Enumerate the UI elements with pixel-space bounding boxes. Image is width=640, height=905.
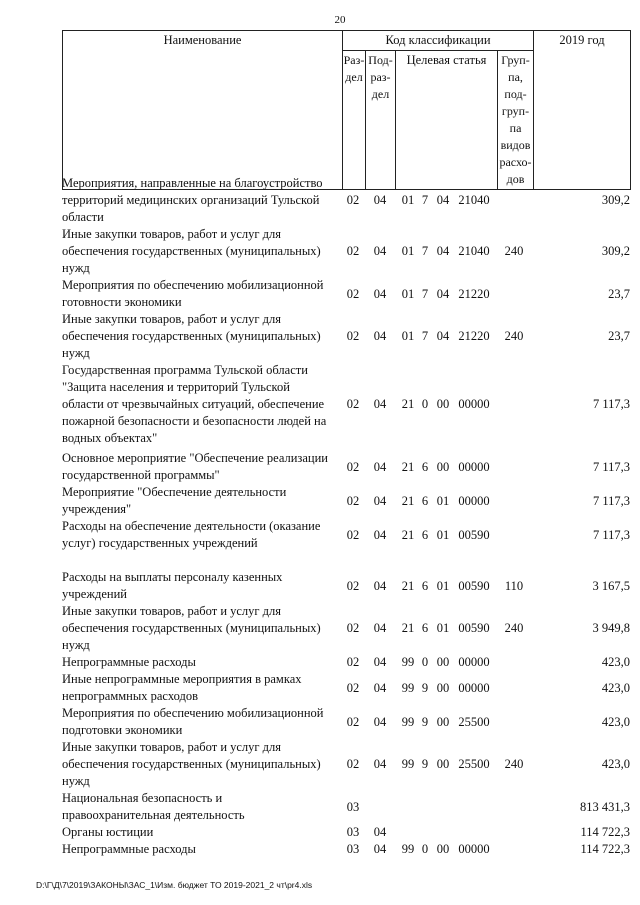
row-name — [62, 824, 342, 841]
row-value: 309,2 — [601, 244, 630, 258]
expense-group-code: 240 — [504, 621, 524, 635]
row-name-line: Мероприятия по обеспечению мобилизационной — [62, 706, 324, 720]
row-name — [62, 790, 342, 824]
section-code: 02 — [346, 655, 360, 669]
event-code: 00 — [436, 680, 450, 695]
row-name-line: пожарной безопасности и безопасности людей на — [62, 414, 327, 428]
subsection-code: 04 — [373, 493, 387, 508]
row-name-line: нужд — [62, 638, 90, 652]
row-name-line: Иные закупки товаров, работ и услуг для — [62, 312, 282, 326]
direction-code: 00000 — [458, 655, 490, 669]
subprogram-code: 7 — [421, 244, 429, 258]
section-code: 02 — [346, 459, 360, 474]
subsection-code: 04 — [373, 329, 387, 343]
page-number: 20 — [334, 14, 346, 26]
event-code: 00 — [436, 842, 450, 856]
row-name-line: Мероприятия по обеспечению мобилизационной — [62, 278, 324, 292]
event-code: 04 — [436, 244, 450, 258]
row-name-line: Мероприятия, направленные на благоустройство — [62, 176, 323, 190]
row-value: 114 722,3 — [580, 842, 630, 856]
program-code: 21 — [401, 578, 415, 593]
row-name-line: Расходы на выплаты персоналу казенных — [62, 570, 283, 584]
event-code: 04 — [436, 193, 450, 207]
event-code: 00 — [436, 655, 450, 669]
subsection-code: 04 — [373, 244, 387, 258]
section-code: 02 — [346, 578, 360, 593]
row-value: 309,2 — [601, 193, 630, 207]
header-section: Раз- дел — [343, 51, 366, 190]
event-code: 04 — [436, 329, 450, 343]
subprogram-code: 7 — [421, 286, 429, 301]
expense-group-code: 240 — [504, 329, 524, 343]
section-code: 02 — [346, 680, 360, 695]
row-value: 23,7 — [608, 286, 630, 301]
section-code: 02 — [346, 286, 360, 301]
row-value: 7 117,3 — [592, 493, 630, 508]
row-name — [62, 484, 342, 518]
direction-code: 25500 — [458, 757, 490, 771]
direction-code: 00000 — [458, 680, 490, 695]
row-name — [62, 518, 342, 552]
direction-code: 00000 — [458, 842, 490, 856]
row-name — [62, 362, 342, 447]
program-code: 01 — [401, 286, 415, 301]
program-code: 21 — [401, 397, 415, 411]
section-code: 02 — [346, 714, 360, 729]
row-name-line: непрограммных расходов — [62, 689, 198, 703]
row-name-line: государственной программы" — [62, 468, 220, 482]
event-code: 04 — [436, 286, 450, 301]
event-code: 00 — [436, 397, 450, 411]
program-code: 99 — [401, 680, 415, 695]
event-code: 00 — [436, 714, 450, 729]
header-name: Наименование — [63, 31, 343, 190]
subprogram-code: 0 — [421, 397, 429, 411]
row-value: 423,0 — [601, 680, 630, 695]
subprogram-code: 7 — [421, 329, 429, 343]
section-code: 02 — [346, 757, 360, 771]
row-value: 7 117,3 — [592, 459, 630, 474]
subsection-code: 04 — [373, 527, 387, 542]
subprogram-code: 6 — [421, 459, 429, 474]
row-name-line: Иные закупки товаров, работ и услуг для — [62, 604, 282, 618]
direction-code: 21220 — [458, 286, 490, 301]
section-code: 02 — [346, 621, 360, 635]
row-name-line: нужд — [62, 774, 90, 788]
row-name-line: Иные закупки товаров, работ и услуг для — [62, 227, 282, 241]
section-code: 02 — [346, 493, 360, 508]
direction-code: 00000 — [458, 493, 490, 508]
header-group: Груп- па, под- груп- па видов расхо- дов — [498, 51, 534, 190]
row-value: 23,7 — [608, 329, 630, 343]
row-value: 3 949,8 — [592, 621, 630, 635]
row-name-line: водных объектах" — [62, 431, 158, 445]
section-code: 03 — [346, 842, 360, 856]
row-name — [62, 311, 342, 362]
subprogram-code: 9 — [421, 757, 429, 771]
row-value: 423,0 — [601, 655, 630, 669]
section-code: 02 — [346, 244, 360, 258]
subprogram-code: 0 — [421, 655, 429, 669]
direction-code: 00590 — [458, 578, 490, 593]
subprogram-code: 7 — [421, 193, 429, 207]
direction-code: 21040 — [458, 244, 490, 258]
row-name-line: учреждения" — [62, 502, 132, 516]
program-code: 21 — [401, 527, 415, 542]
row-name-line: нужд — [62, 346, 90, 360]
row-name-line: обеспечения государственных (муниципальных) — [62, 757, 321, 771]
direction-code: 25500 — [458, 714, 490, 729]
row-name — [62, 569, 342, 603]
subprogram-code: 6 — [421, 527, 429, 542]
section-code: 02 — [346, 397, 360, 411]
header-year: 2019 год — [534, 31, 631, 190]
direction-code: 00000 — [458, 397, 490, 411]
subsection-code: 04 — [373, 842, 387, 856]
direction-code: 00590 — [458, 527, 490, 542]
subsection-code: 04 — [373, 714, 387, 729]
row-name-line: Расходы на обеспечение деятельности (оказание — [62, 519, 321, 533]
subprogram-code: 9 — [421, 714, 429, 729]
row-name-line: услуг) государственных учреждений — [62, 536, 258, 550]
event-code: 01 — [436, 493, 450, 508]
subsection-code: 04 — [373, 621, 387, 635]
expense-group-code: 240 — [504, 757, 524, 771]
row-name — [62, 739, 342, 790]
row-name-line: области — [62, 210, 104, 224]
event-code: 00 — [436, 459, 450, 474]
program-code: 99 — [401, 655, 415, 669]
subprogram-code: 0 — [421, 842, 429, 856]
section-code: 02 — [346, 329, 360, 343]
row-value: 7 117,3 — [592, 527, 630, 542]
program-code: 21 — [401, 493, 415, 508]
row-name — [62, 226, 342, 277]
subprogram-code: 9 — [421, 680, 429, 695]
header-target: Целевая статья — [396, 51, 498, 190]
row-name — [62, 175, 342, 226]
row-name-line: Иные непрограммные мероприятия в рамках — [62, 672, 302, 686]
program-code: 21 — [401, 621, 415, 635]
direction-code: 21040 — [458, 193, 490, 207]
row-name-line: правоохранительная деятельность — [62, 808, 245, 822]
subsection-code: 04 — [373, 459, 387, 474]
subprogram-code: 6 — [421, 621, 429, 635]
row-name — [62, 654, 342, 671]
expense-group-code: 240 — [504, 244, 524, 258]
program-code: 99 — [401, 757, 415, 771]
header-subsection: Под- раз- дел — [366, 51, 396, 190]
subprogram-code: 6 — [421, 493, 429, 508]
row-name-line: обеспечения государственных (муниципальных) — [62, 244, 321, 258]
row-name-line: "Защита населения и территорий Тульской — [62, 380, 290, 394]
subsection-code: 04 — [373, 655, 387, 669]
header-classification: Код классификации — [343, 31, 534, 51]
row-name-line: Иные закупки товаров, работ и услуг для — [62, 740, 282, 754]
row-value: 423,0 — [601, 757, 630, 771]
table-header — [62, 30, 631, 190]
row-value: 3 167,5 — [592, 578, 630, 593]
row-name-line: территорий медицинских организаций Тульской — [62, 193, 320, 207]
row-value: 813 431,3 — [580, 799, 630, 814]
row-name — [62, 671, 342, 705]
subsection-code: 04 — [373, 757, 387, 771]
subsection-code: 04 — [373, 286, 387, 301]
row-name-line: Государственная программа Тульской области — [62, 363, 308, 377]
subsection-code: 04 — [373, 578, 387, 593]
subprogram-code: 6 — [421, 578, 429, 593]
row-value: 423,0 — [601, 714, 630, 729]
event-code: 01 — [436, 621, 450, 635]
expense-group-code: 110 — [504, 578, 524, 593]
section-code: 03 — [346, 825, 360, 839]
row-value: 7 117,3 — [592, 397, 630, 411]
subsection-code: 04 — [373, 825, 387, 839]
direction-code: 21220 — [458, 329, 490, 343]
row-name-line: Органы юстиции — [62, 825, 154, 839]
row-name-line: области от чрезвычайных ситуаций, обеспечение — [62, 397, 325, 411]
direction-code: 00590 — [458, 621, 490, 635]
row-name-line: Национальная безопасность и — [62, 791, 223, 805]
row-name — [62, 450, 342, 484]
event-code: 01 — [436, 578, 450, 593]
program-code: 99 — [401, 714, 415, 729]
file-path-footer: D:\Г\Д\7\2019\ЗАКОНЫ\ЗАС_1\Изм. бюджет ТО 2019-2021_2 чт\pr4.xls — [36, 880, 313, 890]
subsection-code: 04 — [373, 397, 387, 411]
row-name — [62, 277, 342, 311]
row-name-line: Непрограммные расходы — [62, 842, 196, 856]
row-name-line: обеспечения государственных (муниципальных) — [62, 621, 321, 635]
program-code: 01 — [401, 244, 415, 258]
row-name-line: готовности экономики — [62, 295, 182, 309]
row-name-line: нужд — [62, 261, 90, 275]
program-code: 21 — [401, 459, 415, 474]
row-name — [62, 841, 342, 858]
row-value: 114 722,3 — [580, 825, 630, 839]
subsection-code: 04 — [373, 680, 387, 695]
row-name — [62, 705, 342, 739]
row-name-line: учреждений — [62, 587, 127, 601]
direction-code: 00000 — [458, 459, 490, 474]
row-name-line: Мероприятие "Обеспечение деятельности — [62, 485, 287, 499]
program-code: 01 — [401, 329, 415, 343]
event-code: 01 — [436, 527, 450, 542]
section-code: 02 — [346, 193, 360, 207]
program-code: 01 — [401, 193, 415, 207]
row-name-line: подготовки экономики — [62, 723, 183, 737]
program-code: 99 — [401, 842, 415, 856]
row-name — [62, 603, 342, 654]
row-name-line: обеспечения государственных (муниципальных) — [62, 329, 321, 343]
subsection-code: 04 — [373, 193, 387, 207]
event-code: 00 — [436, 757, 450, 771]
row-name-line: Непрограммные расходы — [62, 655, 196, 669]
row-name-line: Основное мероприятие "Обеспечение реализации — [62, 451, 328, 465]
section-code: 02 — [346, 527, 360, 542]
section-code: 03 — [346, 799, 360, 814]
